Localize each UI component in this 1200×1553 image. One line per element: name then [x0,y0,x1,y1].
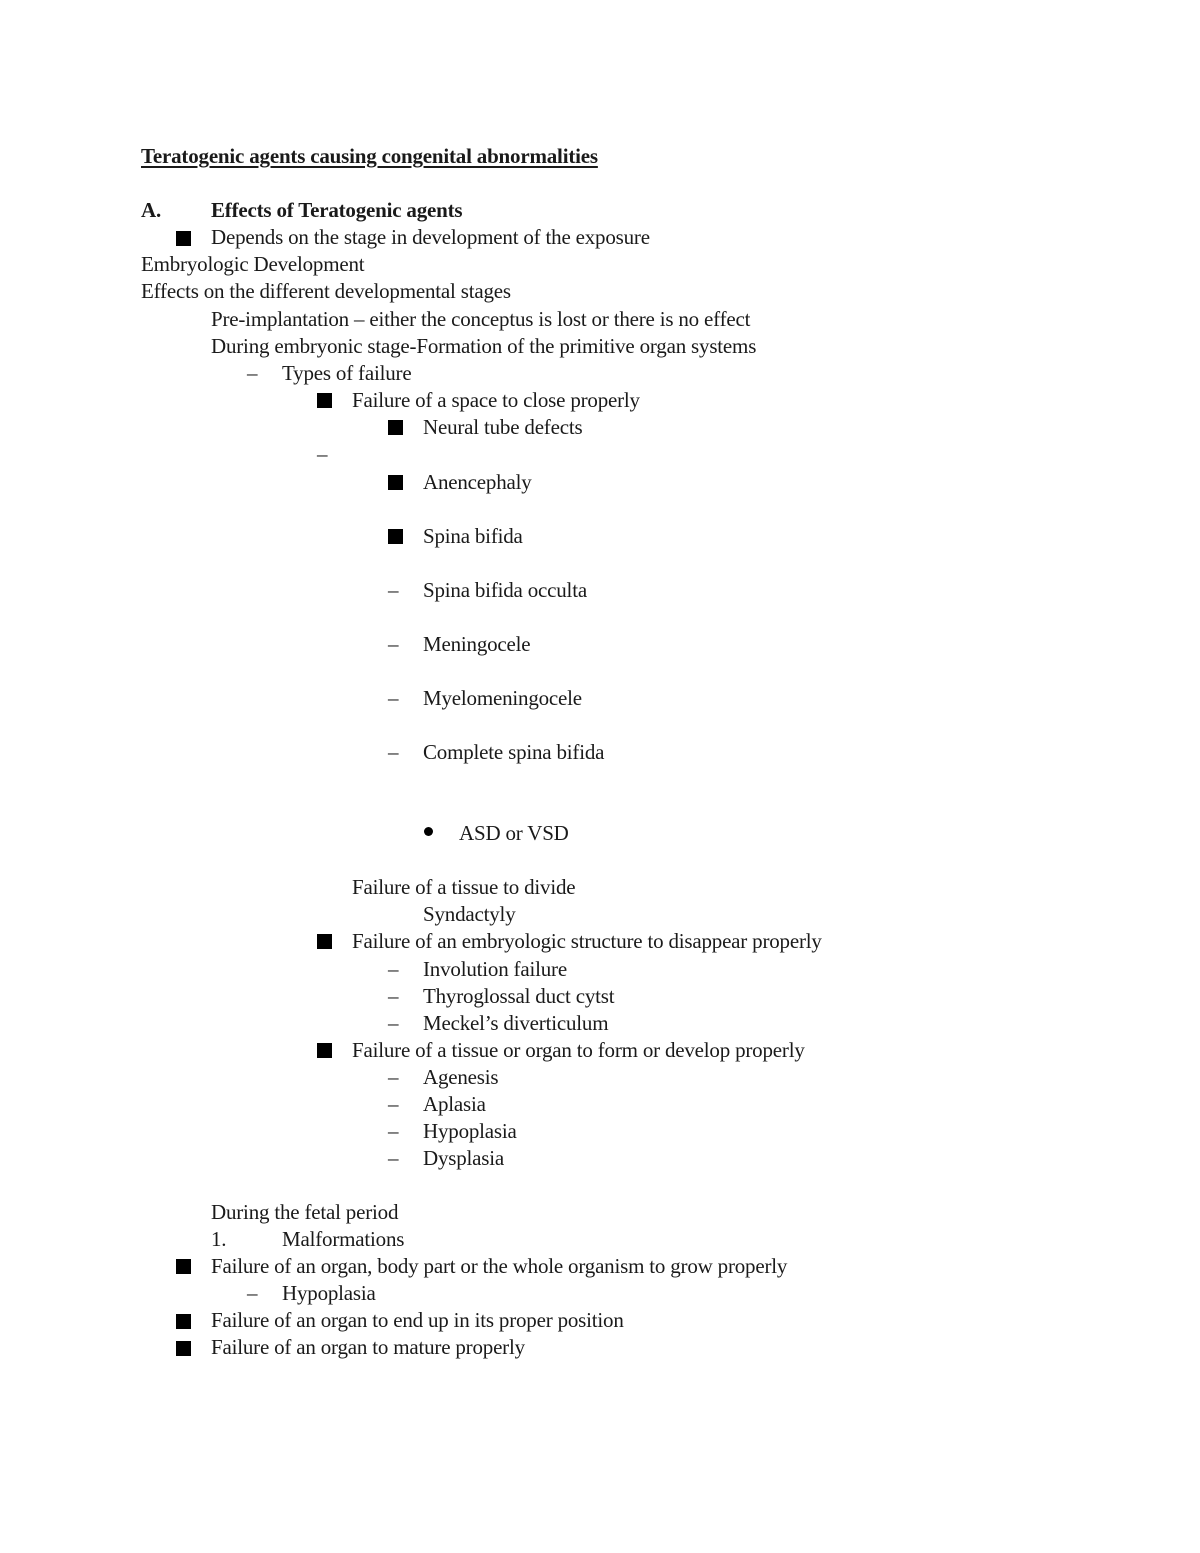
list-item-dysplasia: Dysplasia [423,1146,505,1170]
dash-bullet-icon: – [388,1146,399,1170]
list-item-thyroglossal: Thyroglossal duct cytst [423,984,615,1008]
section-label: A. [141,198,162,222]
dash-bullet-icon: – [388,957,399,981]
square-bullet-icon [176,1314,191,1329]
line-tissue-divide: Failure of a tissue to divide [352,875,576,899]
list-item-anencephaly: Anencephaly [423,470,532,494]
list-item-depends: Depends on the stage in development of the exposure [211,225,650,249]
square-bullet-icon [317,393,332,408]
list-item-spina-occulta: Spina bifida occulta [423,578,587,602]
dash-bullet-icon: – [388,740,399,764]
line-pre-implantation: Pre-implantation – either the conceptus is lost or there is no effect [211,307,751,331]
list-item-space-close: Failure of a space to close properly [352,388,640,412]
square-bullet-icon [388,529,403,544]
dash-bullet-icon: – [388,686,399,710]
square-bullet-icon [388,475,403,490]
dash-bullet-icon: – [388,1065,399,1089]
list-item-hypoplasia: Hypoplasia [423,1119,517,1143]
list-item-agenesis: Agenesis [423,1065,499,1089]
line-fetal-period: During the fetal period [211,1200,399,1224]
line-embryonic-stage: During embryonic stage-Formation of the primitive organ systems [211,334,757,358]
square-bullet-icon [176,1259,191,1274]
list-item-tissue-organ-form: Failure of a tissue or organ to form or develop properly [352,1038,805,1062]
square-bullet-icon [317,934,332,949]
square-bullet-icon [176,1341,191,1356]
list-item-myelomeningocele: Myelomeningocele [423,686,582,710]
dash-bullet-icon: – [388,1092,399,1116]
line-effects-stages: Effects on the different developmental stages [141,279,511,303]
list-item-spina-bifida: Spina bifida [423,524,523,548]
list-item-hypoplasia-fetal: Hypoplasia [282,1281,376,1305]
square-bullet-icon [317,1043,332,1058]
square-bullet-icon [388,420,403,435]
list-item-types-failure: Types of failure [282,361,412,385]
dash-bullet-icon: – [247,361,258,385]
dash-bullet-icon: – [388,984,399,1008]
list-item-mature-properly: Failure of an organ to mature properly [211,1335,525,1359]
list-item-asd-vsd: ASD or VSD [459,821,569,845]
dash-bullet-icon: – [388,632,399,656]
dash-bullet-icon: – [317,442,328,466]
list-item-involution: Involution failure [423,957,567,981]
list-item-meckel: Meckel’s diverticulum [423,1011,609,1035]
page-title: Teratogenic agents causing congenital abnormalities [141,144,598,168]
square-bullet-icon [176,231,191,246]
dash-bullet-icon: – [388,578,399,602]
section-heading: Effects of Teratogenic agents [211,198,463,222]
list-number: 1. [211,1227,227,1251]
dash-bullet-icon: – [247,1281,258,1305]
list-item-grow-properly: Failure of an organ, body part or the whole organism to grow properly [211,1254,788,1278]
dash-bullet-icon: – [388,1119,399,1143]
list-item-meningocele: Meningocele [423,632,531,656]
dash-bullet-icon: – [388,1011,399,1035]
round-bullet-icon [424,827,433,836]
list-item-neural-tube: Neural tube defects [423,415,583,439]
line-syndactyly: Syndactyly [423,902,516,926]
list-item-proper-position: Failure of an organ to end up in its proper position [211,1308,624,1332]
line-embryologic-development: Embryologic Development [141,252,365,276]
list-item-aplasia: Aplasia [423,1092,486,1116]
list-item-structure-disappear: Failure of an embryologic structure to disappear properly [352,929,822,953]
list-item-malformations: Malformations [282,1227,405,1251]
list-item-complete-spina: Complete spina bifida [423,740,605,764]
